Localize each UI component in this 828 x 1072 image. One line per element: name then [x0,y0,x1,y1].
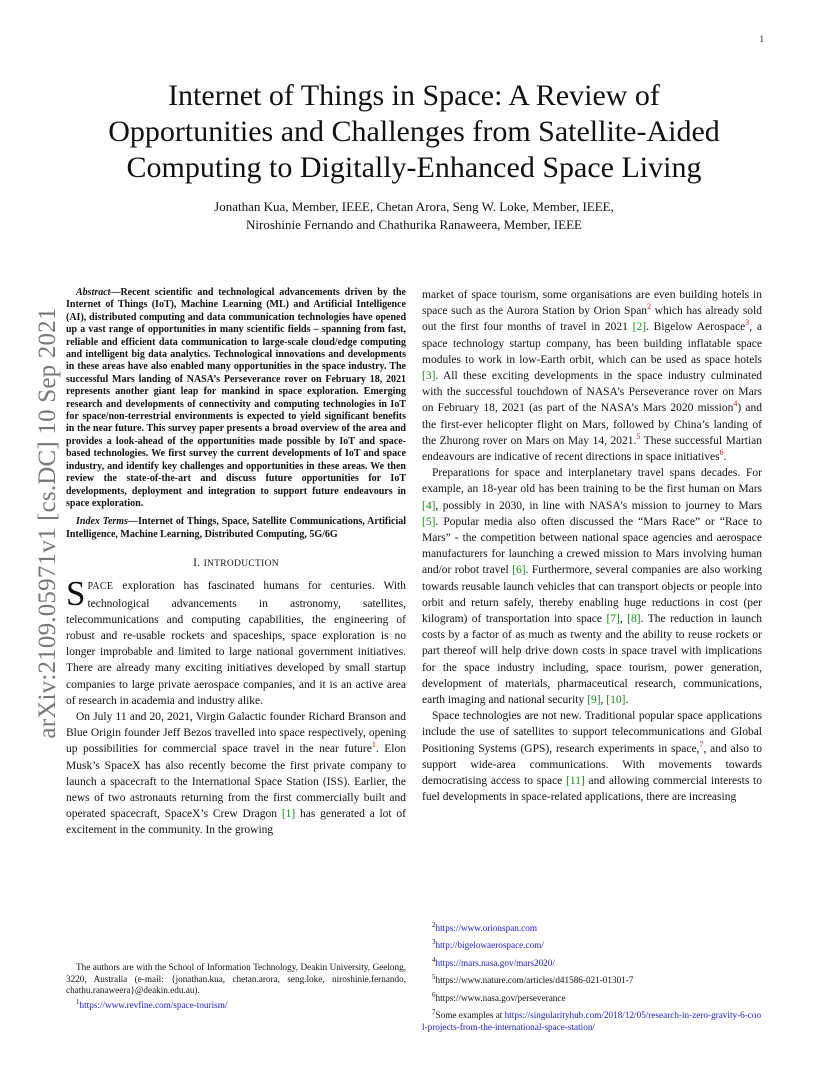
footnote-6 [422,990,762,1005]
citation-link[interactable]: [6] [512,564,526,577]
citation-link[interactable]: [3] [422,370,436,383]
intro-text: exploration has fascinated humans for centuries. With technological advancements in astronomy, satellites, telecommunications and computing capabilities, the engineering of robust and re-usable rockets and spaceships, space exploration is no longer improbable and limited to large national government initiatives. There are already many exciting initiatives developed by small startup companies to large private aerospace companies, and it is an active area of research in academia and industry alike. [66,580,406,707]
text-run: and allowing commercial interests to fuel developments in space-related applications, there are increasing [422,775,763,804]
footnote-1 [66,997,406,1012]
footnote-4 [422,955,762,970]
intro-paragraph [66,709,406,839]
title-line: Internet of Things in Space: A Review of [168,79,660,112]
body-paragraph [422,708,762,805]
footnote-7 [422,1007,762,1034]
citation-link[interactable]: [1] [281,808,296,821]
text-run: These successful Martian endeavours are indicative of recent directions in space initiatives [422,434,762,464]
footnote-number: 6 [432,990,436,999]
author-list [70,198,758,234]
footnote-text: https://www.nasa.gov/perseverance [435,992,566,1003]
text-run: On July 11 and 20, 2021, Virgin Galactic founder Richard Branson and Blue Origin founder Jeff Bezos travelled into space respectively, opening up possibilities for commercial space travel in the near future [66,710,406,756]
text-run: . Furthermore, several companies are also working towards reusable launch vehicles that can transport objects or people into orbit and return safely, thereby enabling huge reductions in cost (per kilogram) of transportation into space [422,564,762,626]
text-run: . The reduction in launch costs by a factor of as much as twenty and the ability to reuse rockets or part thereof will help drive down costs in space travel with implications for the space industry including, space tourism, power generation, development of materials, pharmaceutical research, communications, earth imaging and national security [422,613,763,707]
citation-link[interactable]: [11] [566,775,585,788]
footnote-link[interactable]: http://bigelowaerospace.com/ [435,940,544,951]
affiliation-footnote: The authors are with the School of Information Technology, Deakin University, Geelong, 3220, Australia (e-mail: {jonathan.kua, chetan.arora, seng.loke, niroshinie.fernando, chathu.ranaweera}@deakin.edu.au). [66,962,406,996]
text-run: , [619,613,628,626]
text-run: . Bigelow Aerospace [646,321,746,334]
text-run: . [723,451,727,464]
footnote-5 [422,972,762,987]
arxiv-identifier: arXiv:2109.05971v1 [cs.DC] 10 Sep 2021 [34,306,61,739]
footnote-text: Some examples at [435,1010,505,1021]
drop-cap: S [66,574,86,614]
citation-link[interactable]: [2] [632,321,647,334]
citation-link[interactable]: [7] [606,613,620,626]
text-run: , [600,694,607,707]
footnote-ref[interactable]: 5 [636,432,641,441]
text-run: , possibly in 2030, in line with NASA's mission to journey to Mars [435,499,762,512]
citation-link[interactable]: [4] [422,499,436,512]
index-terms-label: Index Terms [76,516,128,528]
text-run: . All these exciting developments in the space industry culminated with the successful touchdown of NASA’s Perseverance rover on Mars on February 18, 2021 (as part of the NASA’s Mars 2020 mission [422,370,762,415]
author-line: Jonathan Kua, Member, IEEE, Chetan Arora, Seng W. Loke, Member, IEEE, [214,199,614,214]
abstract-label: Abstract [76,287,111,298]
text-run: market of space tourism, some organisations are even building hotels in space such as the Aurora Station by Orion Span [422,289,762,318]
footnote-ref[interactable]: 4 [733,399,738,409]
text-run: . Elon Musk’s SpaceX has also recently become the first private company to launch a spacecraft to the International Space Station (ISS). Earlier, the news of two astronauts returning from the first commercially built and operated spacecraft, SpaceX’s Crew Dragon [66,743,406,821]
footnote-ref[interactable]: 6 [719,448,724,458]
paper-title [70,78,758,186]
text-run: which has already sold out the first four months of travel in 2021 [422,305,762,334]
left-footnotes [66,962,406,1011]
body-paragraph [422,465,762,708]
footnote-link[interactable]: https://singularityhub.com/2018/12/05/research-in-zero-gravity-6-cool-projects-from-the-international-space-station/ [422,1010,762,1033]
footnote-number: 4 [432,955,436,964]
citation-link[interactable]: [10] [606,694,626,707]
footnote-number: 5 [432,973,436,982]
footnote-ref[interactable]: 3 [745,318,750,328]
citation-link[interactable]: [5] [422,515,436,528]
section-heading [66,555,406,572]
footnote-2 [422,920,762,935]
right-column [422,287,762,806]
footnote-link[interactable]: https://www.revfine.com/space-tourism/ [79,999,228,1010]
footnote-ref[interactable]: 7 [699,739,704,749]
index-terms [66,516,406,541]
title-line: Opportunities and Challenges from Satellite-Aided [108,115,720,148]
text-run: ) and the first-ever helicopter flight on Mars, followed by China’s landing of the Zhurong rover on Mars on May 14, 2021. [422,402,763,447]
right-footnotes [422,920,762,1037]
arxiv-stamp [36,285,60,760]
text-run: Space technologies are not new. Traditional popular space applications include the use of satellites to support telecommunications and Global Positioning Systems (GPS), research experiments in space, [422,710,762,755]
intro-paragraph [66,574,406,709]
text-run: , and also to support wide-area communications. With movements towards democratising access to space [422,742,762,788]
abstract [66,287,406,510]
page-number: 1 [759,34,764,44]
left-column [66,287,406,839]
citation-link[interactable]: [9] [587,694,601,707]
section-number: I. [193,557,201,570]
abstract-text: —Recent scientific and technological advancements driven by the Internet of Things (IoT), Machine Learning (ML) and Artificial Intelligence (AI), distributed computing and data communication technologies have opened up a vast range of opportunities in many scientific fields – spanning from fast, reliable and efficient data communication to large-scale cloud/edge computing and intelligent big data analytics. Technological innovations and developments in these areas have also enabled many opportunities in the space industry. The successful Mars landing of NASA’s Perseverance rover on February 18, 2021 represents another giant leap for mankind in space exploration. Emerging research and developments of connectivity and computing technologies in IoT for space/non-terrestrial environments is expected to yield significant benefits in the near future. This survey paper presents a broad overview of the area and provides a look-ahead of the opportunities made possible by IoT and space-based technologies. We first survey the current developments of IoT and space industry, and identify key challenges and opportunities in these areas. We then review the state-of-the-art and discuss future opportunities for IoT developments, deployment and integration to support future endeavours in space exploration. [66,287,406,509]
footnote-number: 1 [76,997,80,1006]
text-run: has generated a lot of excitement in the community. In the growing [66,808,406,837]
footnote-ref[interactable]: 2 [647,302,652,312]
section-title: INTRODUCTION [203,559,279,570]
footnote-number: 3 [432,938,436,947]
footnote-text: https://www.nature.com/articles/d41586-021-01301-7 [435,975,634,986]
text-run: , a space technology startup company, has been building inflatable space modules to work in low-Earth orbit, which can be used as space hotels [422,321,762,366]
text-run: . Popular media also often discussed the “Mars Race” or “Race to Mars” - the competition between national space agencies and aerospace manufacturers for launching a crewed mission to Mars involving human and/or robot travel [422,515,762,577]
author-line: Niroshinie Fernando and Chathurika Ranaweera, Member, IEEE [246,217,582,232]
intro-smallcaps: PACE [87,581,114,593]
footnote-link[interactable]: https://mars.nasa.gov/mars2020/ [435,957,555,968]
title-line: Computing to Digitally-Enhanced Space Living [126,151,702,184]
footnote-3 [422,937,762,952]
text-run: Preparations for space and interplanetary travel spans decades. For example, an 18-year old has been training to be the first human on Mars [422,467,762,496]
body-paragraph [422,287,762,465]
text-run: . [625,694,629,707]
footnote-link[interactable]: https://www.orionspan.com [435,923,537,934]
footnote-number: 2 [432,921,436,929]
footnote-ref[interactable]: 1 [371,740,376,750]
footnote-number: 7 [432,1008,436,1017]
citation-link[interactable]: [8] [627,613,641,626]
index-terms-text: —Internet of Things, Space, Satellite Communications, Artificial Intelligence, Machine Learning, Distributed Computing, 5G/6G [66,516,406,540]
